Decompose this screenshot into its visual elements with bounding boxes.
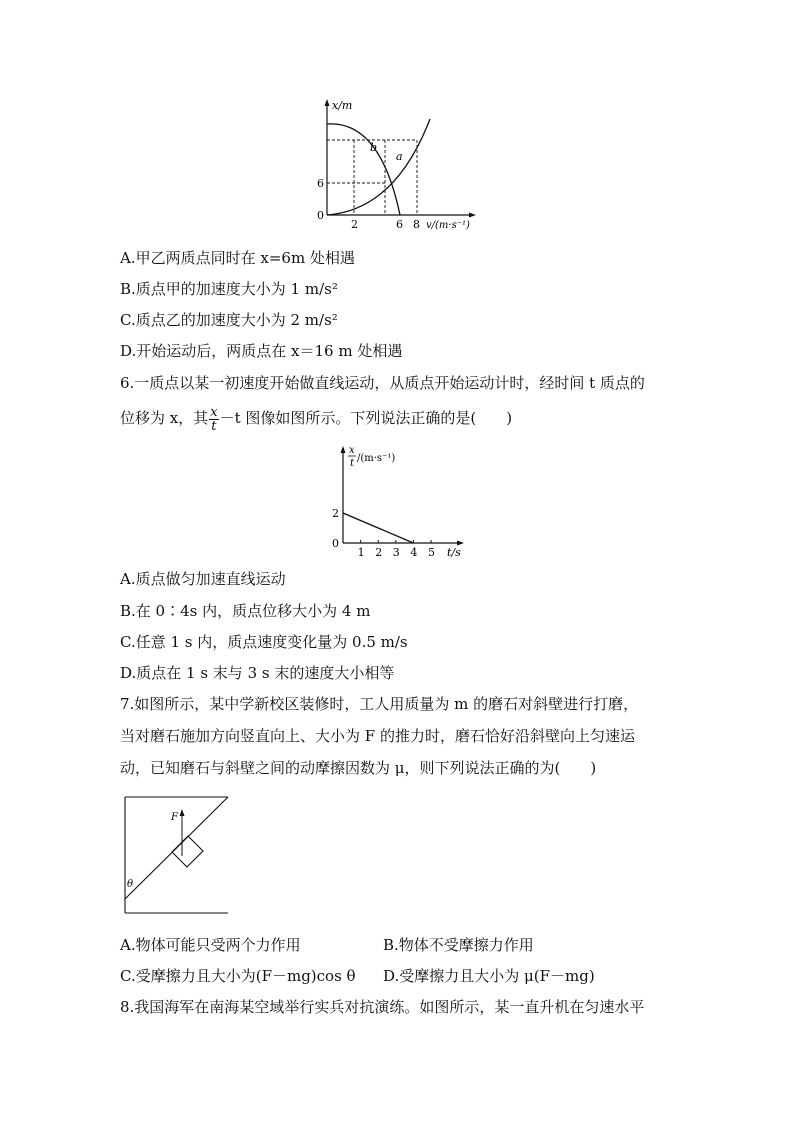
- q7-stem-line1: 7.如图所示，某中学新校区装修时，工人用质量为 m 的磨石对斜壁进行打磨，: [120, 695, 639, 713]
- q6-line2-post: －t 图像如图所示。下列说法正确的是( ): [219, 409, 513, 427]
- y-axis-label-num: x: [349, 445, 355, 456]
- y-axis-unit: /(m·s⁻¹): [357, 453, 396, 464]
- angle-label: θ: [127, 879, 134, 890]
- q5-option-d: D.开始运动后，两质点在 x＝16 m 处相遇: [120, 342, 403, 360]
- q6-line2-pre: 位移为 x，其: [120, 409, 209, 427]
- origin-label: 0: [332, 537, 339, 550]
- q5-option-a: A.甲乙两质点同时在 x=6m 处相遇: [120, 249, 355, 267]
- q5-option-b: B.质点甲的加速度大小为 1 m/s²: [120, 280, 338, 298]
- q7-stem-line2: 当对磨石施加方向竖直向上、大小为 F 的推力时，磨石恰好沿斜壁向上匀速运: [120, 727, 635, 745]
- grinding-stone: [172, 836, 203, 867]
- q7-stem-line3: 动，已知磨石与斜壁之间的动摩擦因数为 μ，则下列说法正确的为( ): [120, 759, 597, 777]
- y-axis-label-den: t: [350, 458, 355, 469]
- q6-frac-den: t: [211, 418, 217, 434]
- q6-stem-line1: 6.一质点以某一初速度开始做直线运动，从质点开始运动计时，经时间 t 质点的: [120, 374, 645, 392]
- y-tick-2: 2: [332, 507, 339, 520]
- x-tick-6: 6: [396, 218, 403, 231]
- q7-option-b: B.物体不受摩擦力作用: [383, 936, 534, 954]
- y-tick-6: 6: [317, 177, 324, 190]
- x-tick-label-2: 2: [375, 546, 383, 559]
- x-axis-label: v/(m·s⁻¹): [426, 220, 470, 231]
- x-tick-label-4: 4: [410, 546, 418, 559]
- q6-option-c: C.任意 1 s 内，质点速度变化量为 0.5 m/s: [120, 633, 408, 651]
- curve-a: [327, 119, 430, 215]
- curve-a-label: a: [396, 150, 403, 163]
- x-axis-label: t/s: [447, 546, 461, 559]
- x-tick-label-1: 1: [357, 546, 365, 559]
- graph-xt-t: [325, 440, 485, 565]
- q7-option-d: D.受摩擦力且大小为 μ(F－mg): [383, 967, 595, 985]
- x-tick-label-3: 3: [392, 546, 400, 559]
- q7-option-a: A.物体可能只受两个力作用: [120, 936, 301, 954]
- x-tick-8: 8: [413, 218, 420, 231]
- q7-option-c: C.受摩擦力且大小为(F－mg)cos θ: [120, 967, 356, 985]
- data-line: [343, 513, 413, 543]
- curve-b-label: b: [370, 141, 378, 154]
- x-tick-label-5: 5: [428, 546, 435, 559]
- origin-label: 0: [317, 209, 324, 222]
- y-axis-label: x/m: [332, 99, 353, 112]
- curve-b: [327, 124, 400, 215]
- inclined-wall-figure: [118, 792, 233, 917]
- x-tick-2: 2: [351, 218, 358, 231]
- q6-option-b: B.在 0∶4s 内，质点位移大小为 4 m: [120, 602, 371, 620]
- force-label: F: [171, 812, 178, 823]
- q6-option-a: A.质点做匀加速直线运动: [120, 570, 286, 588]
- q6-stem-line2: [120, 404, 512, 433]
- q6-fraction: [209, 406, 218, 433]
- q6-frac-num: x: [210, 404, 218, 420]
- q5-option-c: C.质点乙的加速度大小为 2 m/s²: [120, 311, 338, 329]
- graph-x-v: [300, 95, 490, 235]
- q6-option-d: D.质点在 1 s 末与 3 s 末的速度大小相等: [120, 664, 395, 682]
- q8-stem-line1: 8.我国海军在南海某空域举行实兵对抗演练。如图所示，某一直升机在匀速水平: [120, 998, 645, 1016]
